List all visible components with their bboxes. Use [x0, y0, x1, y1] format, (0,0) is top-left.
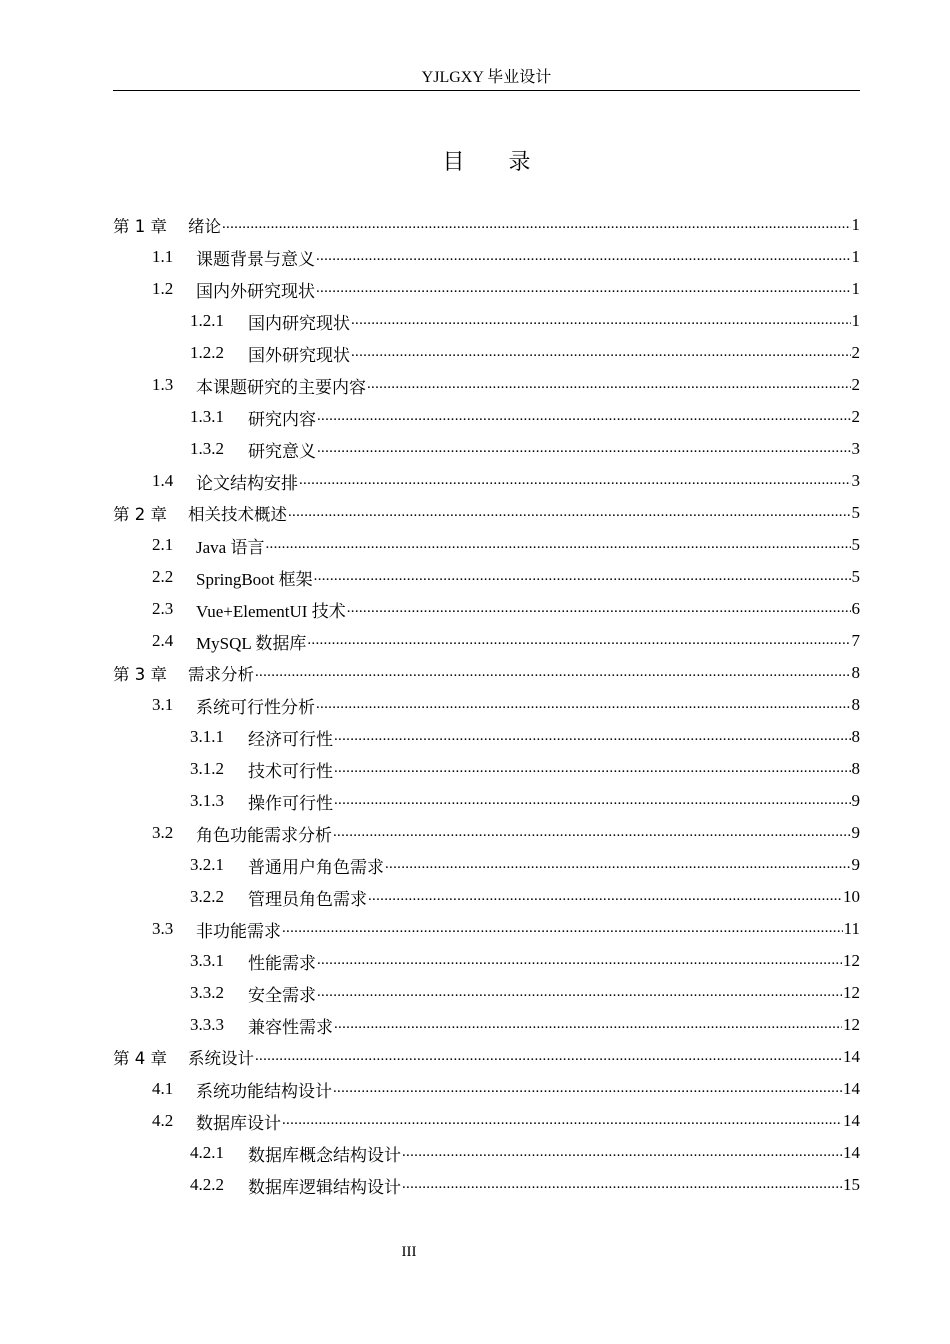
toc-title-char-1: 目: [442, 150, 465, 175]
toc-dot-leader: [255, 1046, 842, 1066]
toc-entry[interactable]: [113, 369, 860, 401]
toc-entry-number: 2.4: [152, 631, 174, 650]
toc-entry-label: 国外研究现状: [248, 345, 350, 365]
toc-dot-leader: [333, 1078, 842, 1098]
toc-entry-number: 3.3.3: [190, 1015, 224, 1034]
toc-entry-label: 研究内容: [248, 409, 316, 429]
toc-dot-leader: [402, 1142, 842, 1162]
toc-entry-number: 1.3: [152, 375, 174, 394]
toc-dot-leader: [385, 854, 851, 874]
toc-entry-number: 1.2: [152, 279, 174, 298]
toc-entry[interactable]: [113, 1169, 860, 1201]
toc-entry-page: 1: [851, 215, 860, 234]
toc-entry[interactable]: [113, 625, 860, 657]
page-number: III: [401, 1244, 417, 1260]
toc-entry-page: 14: [843, 1111, 860, 1130]
toc-entry-label: 经济可行性: [248, 729, 333, 749]
toc-entry-page: 8: [851, 727, 860, 746]
toc-entry-label: 数据库概念结构设计: [248, 1145, 401, 1165]
toc-dot-leader: [222, 214, 851, 234]
toc-entry-number: 4.2.1: [190, 1143, 224, 1162]
toc-entry[interactable]: [113, 881, 860, 913]
toc-entry-page: 15: [843, 1175, 860, 1194]
toc-entry[interactable]: [113, 273, 860, 305]
toc-entry-number: 2.2: [152, 567, 174, 586]
toc-dot-leader: [402, 1174, 842, 1194]
toc-title-char-2: 录: [508, 150, 531, 175]
toc-dot-leader: [334, 1014, 842, 1034]
header-rule: [113, 90, 860, 91]
toc-entry[interactable]: [113, 209, 860, 241]
toc-entry-page: 7: [851, 631, 860, 650]
toc-dot-leader: [347, 598, 851, 618]
toc-entry-label: Vue+ElementUI 技术: [196, 601, 346, 621]
toc-dot-leader: [307, 630, 850, 650]
toc-entry-label: 课题背景与意义: [196, 249, 315, 269]
toc-entry[interactable]: [113, 593, 860, 625]
toc-dot-leader: [316, 246, 851, 266]
toc-entry-page: 12: [843, 951, 860, 970]
toc-entry-number: 3.3: [152, 919, 174, 938]
toc-entry-number: 1.2.1: [190, 311, 224, 330]
toc-entry[interactable]: [113, 1137, 860, 1169]
toc-dot-leader: [317, 950, 842, 970]
toc-entry-page: 8: [851, 759, 860, 778]
toc-entry-page: 9: [851, 791, 860, 810]
toc-entry-page: 3: [851, 471, 860, 490]
toc-entry-page: 8: [851, 695, 860, 714]
toc-entry[interactable]: [113, 1073, 860, 1105]
toc-entry-number: 3.3.1: [190, 951, 224, 970]
toc-entry-label: SpringBoot 框架: [196, 569, 313, 589]
toc-entry-page: 9: [851, 823, 860, 842]
toc-entry-label: 系统设计: [188, 1049, 254, 1068]
toc-entry-page: 1: [851, 247, 860, 266]
toc-entry-label: 需求分析: [188, 665, 254, 684]
toc-dot-leader: [317, 982, 842, 1002]
toc-entry-page: 1: [851, 279, 860, 298]
toc-entry-label: 研究意义: [248, 441, 316, 461]
toc-dot-leader: [334, 790, 851, 810]
toc-list: [113, 209, 860, 1201]
toc-entry-number: 第 3 章: [113, 665, 167, 684]
toc-entry-page: 14: [843, 1143, 860, 1162]
toc-entry-label: 系统可行性分析: [196, 697, 315, 717]
toc-entry-number: 1.4: [152, 471, 174, 490]
toc-entry-label: 安全需求: [248, 985, 316, 1005]
toc-entry-label: 操作可行性: [248, 793, 333, 813]
toc-entry[interactable]: [113, 721, 860, 753]
toc-entry-number: 2.1: [152, 535, 174, 554]
toc-entry-number: 第 1 章: [113, 217, 167, 236]
toc-dot-leader: [351, 310, 851, 330]
toc-entry[interactable]: [113, 849, 860, 881]
toc-entry-number: 2.3: [152, 599, 174, 618]
toc-entry-label: 普通用户角色需求: [248, 857, 384, 877]
toc-entry-label: MySQL 数据库: [196, 633, 307, 653]
toc-entry-number: 3.2.1: [190, 855, 224, 874]
toc-entry[interactable]: [113, 785, 860, 817]
toc-entry-number: 1.3.1: [190, 407, 224, 426]
toc-dot-leader: [351, 342, 851, 362]
toc-entry-page: 1: [851, 311, 860, 330]
toc-entry-label: 角色功能需求分析: [196, 825, 332, 845]
toc-entry-label: 相关技术概述: [188, 505, 287, 524]
toc-entry[interactable]: [113, 465, 860, 497]
toc-entry-number: 3.3.2: [190, 983, 224, 1002]
toc-dot-leader: [333, 822, 851, 842]
toc-entry[interactable]: [113, 529, 860, 561]
toc-entry-label: 数据库设计: [196, 1113, 281, 1133]
toc-entry-number: 3.1: [152, 695, 174, 714]
toc-entry[interactable]: [113, 913, 860, 945]
toc-entry-page: 11: [843, 919, 860, 938]
toc-entry-page: 5: [851, 503, 860, 522]
toc-entry[interactable]: [113, 433, 860, 465]
toc-entry[interactable]: [113, 241, 860, 273]
toc-dot-leader: [316, 278, 851, 298]
toc-entry-page: 5: [851, 567, 860, 586]
toc-entry[interactable]: [113, 1105, 860, 1137]
toc-entry[interactable]: [113, 657, 860, 689]
toc-entry-number: 1.2.2: [190, 343, 224, 362]
toc-dot-leader: [299, 470, 851, 490]
toc-entry-number: 3.1.3: [190, 791, 224, 810]
toc-entry-number: 4.2: [152, 1111, 174, 1130]
toc-entry[interactable]: [113, 1009, 860, 1041]
toc-entry[interactable]: [113, 1041, 860, 1073]
toc-entry-number: 3.2: [152, 823, 174, 842]
toc-entry-page: 12: [843, 1015, 860, 1034]
toc-entry-number: 4.2.2: [190, 1175, 224, 1194]
toc-entry-page: 3: [851, 439, 860, 458]
toc-entry-page: 9: [851, 855, 860, 874]
toc-dot-leader: [317, 438, 851, 458]
toc-entry-number: 第 2 章: [113, 505, 167, 524]
toc-dot-leader: [282, 1110, 842, 1130]
toc-entry[interactable]: [113, 497, 860, 529]
toc-dot-leader: [255, 662, 851, 682]
toc-title: [113, 148, 860, 178]
toc-entry-number: 3.1.2: [190, 759, 224, 778]
toc-entry-page: 12: [843, 983, 860, 1002]
toc-entry-label: 绪论: [188, 217, 221, 236]
toc-entry-page: 10: [843, 887, 860, 906]
toc-entry[interactable]: [113, 945, 860, 977]
toc-entry-page: 14: [843, 1047, 860, 1066]
toc-entry-label: 数据库逻辑结构设计: [248, 1177, 401, 1197]
toc-dot-leader: [288, 502, 851, 522]
toc-entry[interactable]: [113, 337, 860, 369]
toc-dot-leader: [282, 918, 843, 938]
toc-entry-label: 论文结构安排: [196, 473, 298, 493]
toc-entry-label: 非功能需求: [196, 921, 281, 941]
toc-entry-page: 2: [851, 407, 860, 426]
toc-entry[interactable]: [113, 305, 860, 337]
toc-entry[interactable]: [113, 753, 860, 785]
toc-entry-label: 管理员角色需求: [248, 889, 367, 909]
toc-entry-page: 8: [851, 663, 860, 682]
toc-entry-page: 5: [851, 535, 860, 554]
toc-dot-leader: [314, 566, 851, 586]
toc-entry-number: 3.2.2: [190, 887, 224, 906]
toc-entry-label: 国内外研究现状: [196, 281, 315, 301]
toc-entry-page: 14: [843, 1079, 860, 1098]
toc-entry-page: 2: [851, 375, 860, 394]
toc-dot-leader: [316, 694, 851, 714]
toc-entry-label: 系统功能结构设计: [196, 1081, 332, 1101]
toc-dot-leader: [367, 374, 851, 394]
toc-entry-number: 1.3.2: [190, 439, 224, 458]
toc-dot-leader: [265, 534, 850, 554]
toc-dot-leader: [317, 406, 851, 426]
toc-entry-number: 1.1: [152, 247, 174, 266]
toc-entry[interactable]: [113, 561, 860, 593]
toc-entry-label: 技术可行性: [248, 761, 333, 781]
running-header: YJLGXY 毕业设计: [421, 69, 552, 86]
toc-dot-leader: [334, 726, 851, 746]
toc-entry-label: 本课题研究的主要内容: [196, 377, 366, 397]
toc-entry[interactable]: [113, 817, 860, 849]
toc-entry-label: Java 语言: [196, 537, 265, 557]
toc-entry-page: 6: [851, 599, 860, 618]
toc-entry[interactable]: [113, 401, 860, 433]
toc-entry-label: 国内研究现状: [248, 313, 350, 333]
toc-dot-leader: [368, 886, 842, 906]
toc-entry[interactable]: [113, 977, 860, 1009]
toc-entry-number: 3.1.1: [190, 727, 224, 746]
toc-dot-leader: [334, 758, 851, 778]
toc-entry-page: 2: [851, 343, 860, 362]
toc-entry-label: 兼容性需求: [248, 1017, 333, 1037]
toc-entry-number: 4.1: [152, 1079, 174, 1098]
toc-entry-number: 第 4 章: [113, 1049, 167, 1068]
toc-entry[interactable]: [113, 689, 860, 721]
toc-entry-label: 性能需求: [248, 953, 316, 973]
